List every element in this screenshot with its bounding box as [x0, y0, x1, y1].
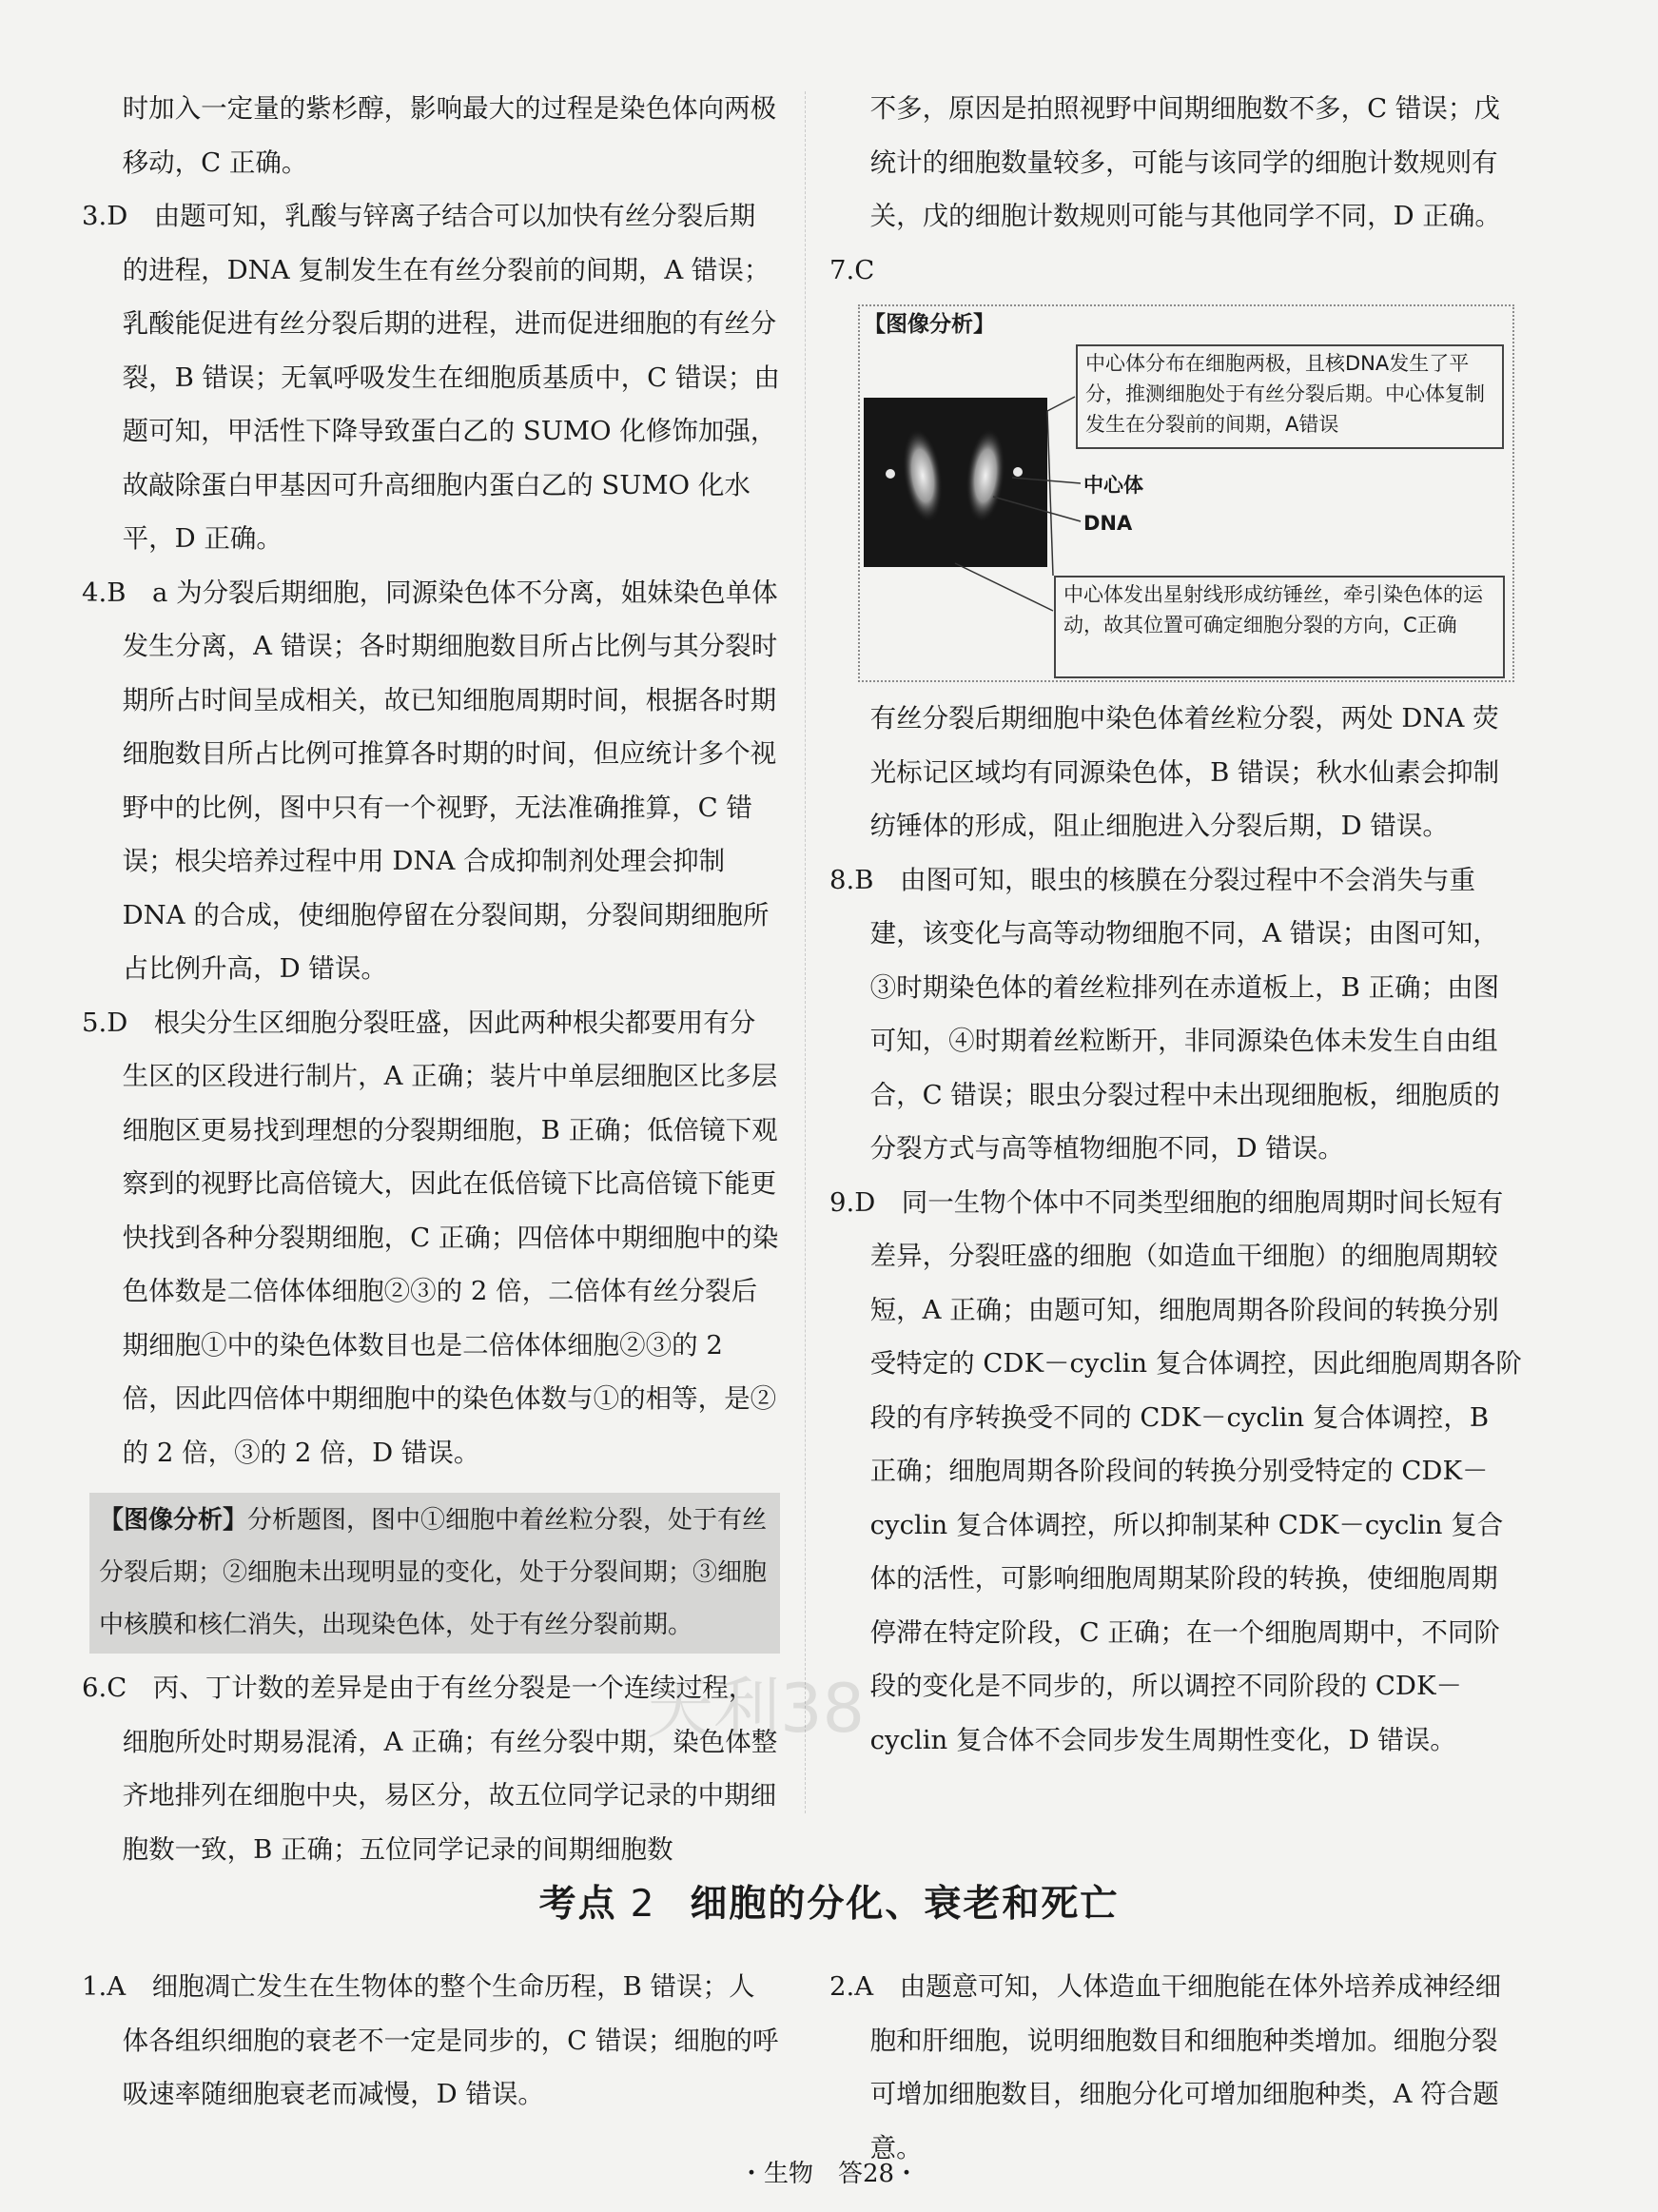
answer-3: 3.D 由题可知，乳酸与锌离子结合可以加快有丝分裂后期的进程，DNA 复制发生在有丝分裂前的间期，A 错误；乳酸能促进有丝分裂后期的进程，进而促进细胞的有丝分裂，B 错误；无氧呼吸发生在细胞质基质中，C 错误；由题可知，甲活性下降导致蛋白乙的 SUMO 化修饰加强，故敲除蛋白甲基因可升高细胞内蛋白乙的 SUMO 化水平，D 正确。: [82, 201, 780, 554]
answer-7-continued: 有丝分裂后期细胞中染色体着丝粒分裂，两处 DNA 荧光标记区域均有同源染色体，B 错误；秋水仙素会抑制纺锤体的形成，阻止细胞进入分裂后期，D 错误。: [869, 703, 1500, 841]
image-analysis-figure: [858, 304, 1514, 682]
image-analysis-text: 分析题图，图中①细胞中着丝粒分裂，处于有丝分裂后期；②细胞未出现明显的变化，处于分裂间期；③细胞中核膜和核仁消失，出现染色体，处于有丝分裂前期。: [99, 1506, 768, 1639]
bottom-right-column: [829, 1960, 1522, 2175]
spindle-callout: 中心体发出星射线形成纺锤丝，牵引染色体的运动，故其位置可确定细胞分裂的方向，C正确: [1054, 576, 1505, 678]
section2-answer-2: 2.A 由题意可知，人体造血干细胞能在体外培养成神经细胞和肝细胞，说明细胞数目和细胞种类增加。细胞分裂可增加细胞数目，细胞分化可增加细胞种类，A 符合题意。: [829, 1971, 1502, 2163]
figure-tag: 【图像分析】: [864, 312, 995, 337]
section-title: 细胞的分化、衰老和死亡: [690, 1883, 1120, 1926]
centrosome-position-callout: 中心体分布在细胞两极，且核DNA发生了平分，推测细胞处于有丝分裂后期。中心体复制发生在分裂前的间期，A错误: [1076, 344, 1504, 449]
answer-6: 6.C 丙、丁计数的差异是由于有丝分裂是一个连续过程，细胞所处时期易混淆，A 正确；有丝分裂中期，染色体整齐地排列在细胞中央，易区分，故五位同学记录的中期细胞数一致，B 正确；五位同学记录的间期细胞数: [82, 1673, 778, 1865]
answer-2-continued: 时加入一定量的紫杉醇，影响最大的过程是染色体向两极移动，C 正确。: [122, 93, 777, 178]
section-number: 2: [630, 1883, 656, 1926]
answer-9: 9.D 同一生物个体中不同类型细胞的细胞周期时间长短有差异，分裂旺盛的细胞（如造血干细胞）的细胞周期较短，A 正确；由题可知，细胞周期各阶段间的转换分别受特定的 CDK－cyclin 复合体调控，因此细胞周期各阶段的有序转换受不同的 CDK－cyclin 复合体调控，B 正确；细胞周期各阶段间的转换分别受特定的 CDK－cyclin 复合体调控，所以抑制某种 CDK－cyclin 复合体的活性，可影响细胞周期某阶段的转换，使细胞周期停滞在特定阶段，C 正确；在一个细胞周期中，不同阶段的变化是不同步的，所以调控不同阶段的 CDK－cyclin 复合体不会同步发生周期性变化，D 错误。: [829, 1186, 1522, 1755]
section2-answer-1: 1.A 细胞凋亡发生在生物体的整个生命历程，B 错误；人体各组织细胞的衰老不一定是同步的，C 错误；细胞的呼吸速率随细胞衰老而减慢，D 错误。: [82, 1971, 779, 2109]
column-divider: [805, 91, 807, 1813]
section-heading: [0, 1874, 1658, 1928]
answer-8: 8.B 由图可知，眼虫的核膜在分裂过程中不会消失与重建，该变化与高等动物细胞不同，A 错误；由图可知，③时期染色体的着丝粒排列在赤道板上，B 正确；由图可知，④时期着丝粒断开，非同源染色体未发生自由组合，C 错误；眼虫分裂过程中未出现细胞板，细胞质的分裂方式与高等植物细胞不同，D 错误。: [829, 864, 1500, 1164]
dna-label: DNA: [1083, 512, 1133, 535]
answer-5: 5.D 根尖分生区细胞分裂旺盛，因此两种根尖都要用有分生区的区段进行制片，A 正确；装片中单层细胞区比多层细胞区更易找到理想的分裂期细胞，B 正确；低倍镜下观察到的视野比高倍镜大，因此在低倍镜下比高倍镜下能更快找到各种分裂期细胞，C 正确；四倍体中期细胞中的染色体数是二倍体体细胞②③的 2 倍，二倍体有丝分裂后期细胞①中的染色体数目也是二倍体体细胞②③的 2 倍，因此四倍体中期细胞中的染色体数与①的相等，是②的 2 倍，③的 2 倍，D 错误。: [82, 1007, 779, 1468]
image-analysis-tag: 【图像分析】: [99, 1506, 248, 1535]
right-column: [829, 82, 1522, 1767]
section-label: 考点: [538, 1883, 617, 1926]
answer-7: 7.C: [829, 254, 875, 285]
bottom-left-column: [82, 1960, 780, 2122]
page-footer: ・生物 答28・: [738, 2160, 920, 2188]
watermark-text: 天利38: [647, 1670, 866, 1748]
centrosome-label: 中心体: [1083, 474, 1143, 497]
left-column: [82, 82, 780, 1876]
answer-4: 4.B a 为分裂后期细胞，同源染色体不分离，姐妹染色单体发生分离，A 错误；各时期细胞数目所占比例与其分裂时期所占时间呈成相关，故已知细胞周期时间，根据各时期细胞数目所占比例可推算各时期的时间，但应统计多个视野中的比例，图中只有一个视野，无法准确推算，C 错误；根尖培养过程中用 DNA 合成抑制剂处理会抑制 DNA 的合成，使细胞停留在分裂间期，分裂间期细胞所占比例升高，D 错误。: [82, 577, 778, 984]
watermark-logo: [637, 1617, 980, 1808]
answer-6-continued: 不多，原因是拍照视野中间期细胞数不多，C 错误；戊统计的细胞数量较多，可能与该同学的细胞计数规则有关，戊的细胞计数规则可能与其他同学不同，D 正确。: [869, 93, 1501, 231]
